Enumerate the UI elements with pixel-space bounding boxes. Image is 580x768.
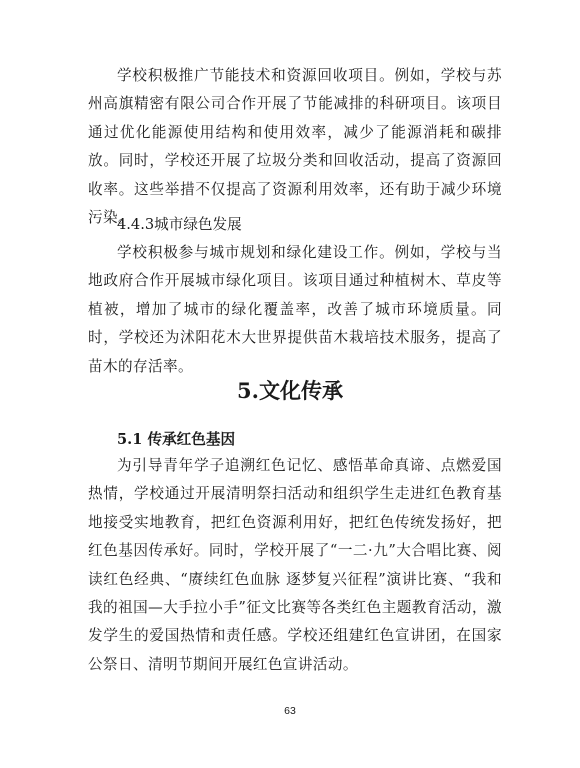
paragraph-red-heritage: 为引导青年学子追溯红色记忆、感悟革命真谛、点燃爱国热情，学校通过开展清明祭扫活动和组织学生走进红色教育基地接受实地教育，把红色资源利用好，把红色传统发扬好，把红色基因传承好。同时，学校开展了“一二·九”大合唱比赛、阅读红色经典、“赓续红色血脉 逐梦复兴征程”演讲比赛、“我和我的祖国—大手拉小手”征文比赛等各类红色主题教育活动，激发学生的爱国热情和责任感。学校还组建红色宣讲团，在国家公祭日、清明节期间开展红色宣讲活动。 [88, 457, 502, 673]
chapter-heading-5: 5.文化传承 [237, 378, 343, 403]
paragraph-urban-greening: 学校积极参与城市规划和绿化建设工作。例如，学校与当地政府合作开展城市绿化项目。该项目通过种植树木、草皮等植被，增加了城市的绿化覆盖率，改善了城市环境质量。同时，学校还为沭阳花木大世界提供苗木栽培技术服务，提高了苗木的存活率。 [88, 244, 502, 375]
section-heading-4-4-3: 4.4.3城市绿色发展 [117, 216, 242, 233]
section-heading-5-1: 5.1 传承红色基因 [117, 431, 236, 448]
page-number: 63 [284, 705, 296, 717]
paragraph-energy-saving: 学校积极推广节能技术和资源回收项目。例如，学校与苏州高旗精密有限公司合作开展了节能减排的科研项目。该项目通过优化能源使用结构和使用效率，减少了能源消耗和碳排放。同时，学校还开展了垃圾分类和回收活动，提高了资源回收率。这些举措不仅提高了资源利用效率，还有助于减少环境污染。 [88, 67, 502, 227]
